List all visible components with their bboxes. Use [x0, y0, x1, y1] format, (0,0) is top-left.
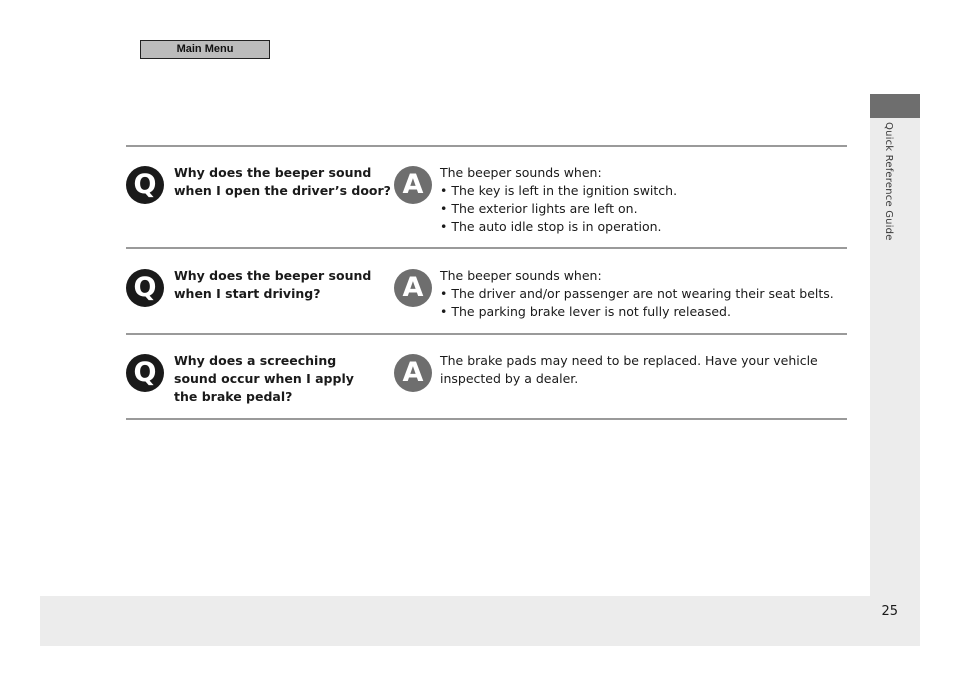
divider-rule — [126, 418, 847, 420]
answer-badge-icon: A — [394, 269, 432, 307]
answer-bullet: • The driver and/or passenger are not wearing their seat belts. — [440, 286, 834, 301]
answer-badge-icon: A — [394, 354, 432, 392]
answer-text — [440, 267, 850, 321]
answer-bullet: • The exterior lights are left on. — [440, 201, 638, 216]
question-badge-icon: Q — [126, 269, 164, 307]
answer-badge-icon: A — [394, 166, 432, 204]
question-text: Why does a screeching sound occur when I apply the brake pedal? — [174, 353, 354, 404]
page-number: 25 — [881, 604, 898, 619]
page-footer-band — [40, 596, 920, 646]
question-text: Why does the beeper sound when I start driving? — [174, 268, 372, 301]
side-strip — [870, 94, 920, 646]
main-menu-button[interactable]: Main Menu — [140, 40, 270, 59]
answer-intro: The beeper sounds when: — [440, 268, 602, 283]
answer-text — [440, 352, 850, 388]
divider-rule — [126, 145, 847, 147]
answer-text — [440, 164, 850, 236]
answer-intro: The brake pads may need to be replaced. Have your vehicle inspected by a dealer. — [440, 353, 818, 386]
question-text: Why does the beeper sound when I open the driver’s door? — [174, 165, 391, 198]
divider-rule — [126, 247, 847, 249]
divider-rule — [126, 333, 847, 335]
section-tab — [870, 94, 920, 118]
question-badge-icon: Q — [126, 354, 164, 392]
answer-intro: The beeper sounds when: — [440, 165, 602, 180]
answer-bullet: • The parking brake lever is not fully released. — [440, 304, 731, 319]
answer-bullet: • The key is left in the ignition switch. — [440, 183, 678, 198]
question-badge-icon: Q — [126, 166, 164, 204]
section-label: Quick Reference Guide — [883, 122, 894, 241]
answer-bullet: • The auto idle stop is in operation. — [440, 219, 662, 234]
